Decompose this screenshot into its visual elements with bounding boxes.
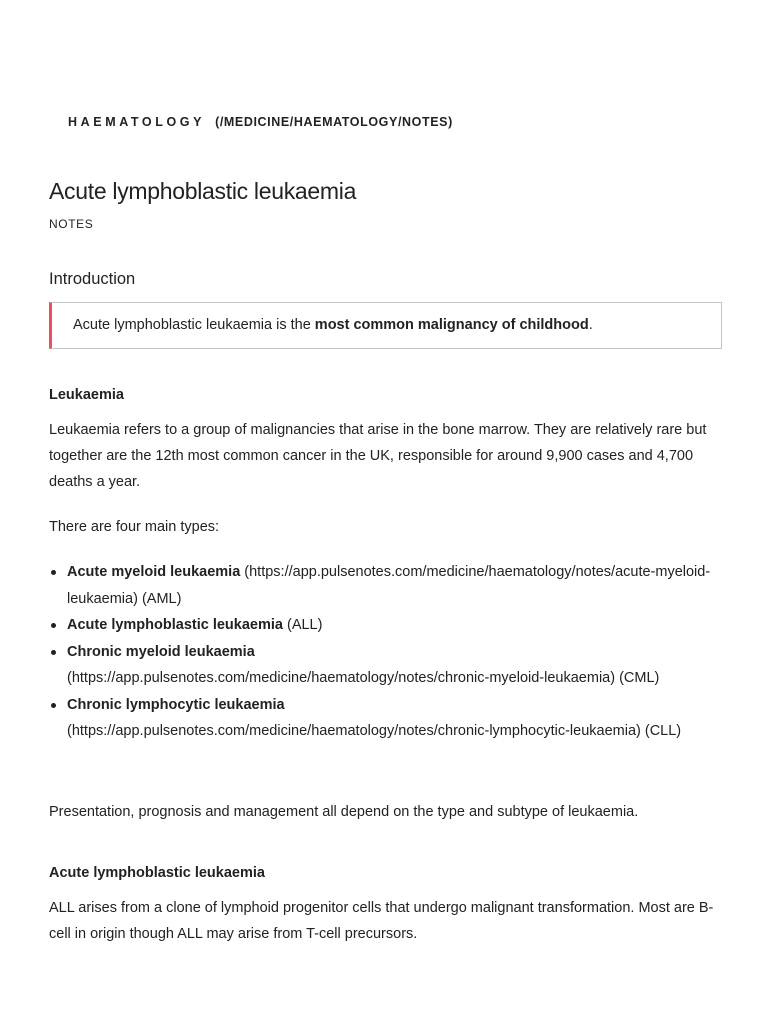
type-link[interactable]: (https://app.pulsenotes.com/medicine/haematology/notes/acute-myeloid-leukaemia) (AML) — [67, 564, 711, 607]
introduction-heading: Introduction — [49, 270, 136, 288]
callout-prefix: Acute lymphoblastic leukaemia is the — [73, 317, 315, 333]
breadcrumb[interactable] — [68, 115, 453, 129]
list-item[interactable] — [67, 639, 719, 692]
type-name: Chronic myeloid leukaemia — [67, 643, 255, 660]
page-title: Acute lymphoblastic leukaemia — [49, 178, 357, 204]
types-intro: There are four main types: — [49, 519, 220, 535]
leukaemia-types-list — [49, 559, 719, 745]
type-name: Chronic lymphocytic leukaemia — [67, 696, 285, 713]
type-name: Acute myeloid leukaemia — [67, 564, 241, 580]
type-name: Acute lymphoblastic leukaemia — [67, 617, 283, 633]
callout-suffix: . — [588, 317, 593, 333]
list-item[interactable] — [67, 692, 719, 745]
all-heading: Acute lymphoblastic leukaemia — [49, 865, 265, 881]
list-item[interactable] — [67, 559, 719, 612]
leukaemia-paragraph: Leukaemia refers to a group of malignancies that arise in the bone marrow. They are relatively rare but together are the 12th most common cancer in the UK, responsible for around 9,900 cases and 4,700 deaths a year. — [49, 422, 707, 490]
leukaemia-heading: Leukaemia — [49, 387, 124, 403]
breadcrumb-path[interactable]: (/MEDICINE/HAEMATOLOGY/NOTES) — [215, 115, 453, 129]
list-item — [67, 612, 719, 639]
callout-text — [73, 317, 593, 333]
callout-box — [49, 302, 722, 349]
breadcrumb-label[interactable]: HAEMATOLOGY — [68, 115, 206, 129]
leukaemia-summary: Presentation, prognosis and management all depend on the type and subtype of leukaemia. — [49, 804, 639, 820]
page-subtitle: NOTES — [49, 217, 94, 231]
all-paragraph: ALL arises from a clone of lymphoid progenitor cells that undergo malignant transformation. Most are B-cell in origin though ALL may arise from T-cell precursors. — [49, 900, 714, 942]
type-link[interactable]: (https://app.pulsenotes.com/medicine/haematology/notes/chronic-myeloid-leukaemia) (CML) — [67, 670, 660, 686]
type-abbrev: (ALL) — [282, 617, 323, 633]
callout-highlight: most common malignancy of childhood — [314, 317, 589, 333]
type-link[interactable]: (https://app.pulsenotes.com/medicine/haematology/notes/chronic-lymphocytic-leukaemia) (CLL) — [67, 723, 682, 739]
